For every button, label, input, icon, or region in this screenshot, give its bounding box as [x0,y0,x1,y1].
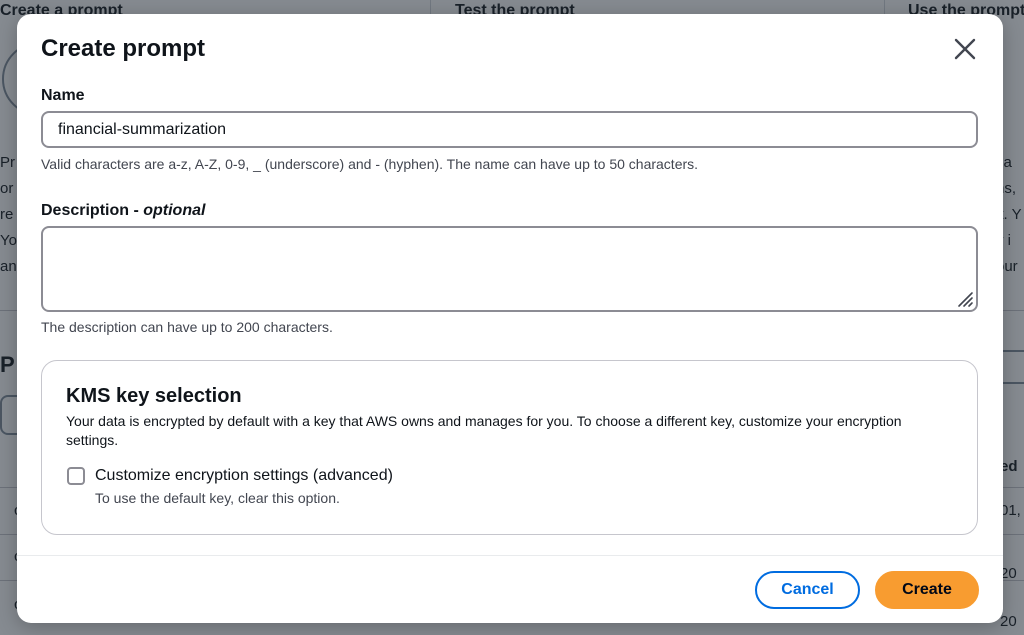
name-hint: Valid characters are a-z, A-Z, 0-9, _ (underscore) and - (hyphen). The name can have up to 50 characters. [41,156,699,172]
close-button[interactable] [950,34,980,64]
name-input[interactable] [41,111,978,148]
close-icon [950,34,980,64]
name-label: Name [41,87,85,104]
kms-key-selection-card [41,360,978,535]
customize-encryption-label[interactable]: Customize encryption settings (advanced) [95,467,393,484]
cancel-button[interactable]: Cancel [755,571,860,609]
kms-title: KMS key selection [66,385,242,407]
footer-divider [17,555,1003,556]
description-label-text: Description - [41,202,144,219]
kms-description: Your data is encrypted by default with a key that AWS owns and manages for you. To choose a different key, customize your encryption settings. [66,413,902,448]
description-label [41,201,205,221]
description-textarea[interactable] [41,226,978,312]
resize-handle-icon[interactable] [956,290,974,308]
create-button[interactable]: Create [875,571,979,609]
create-prompt-dialog [17,14,1003,623]
dialog-title: Create prompt [41,35,206,62]
description-optional-label: optional [143,202,206,219]
customize-encryption-checkbox[interactable] [67,467,85,485]
customize-encryption-hint: To use the default key, clear this option. [95,490,340,506]
description-hint: The description can have up to 200 characters. [41,319,333,335]
